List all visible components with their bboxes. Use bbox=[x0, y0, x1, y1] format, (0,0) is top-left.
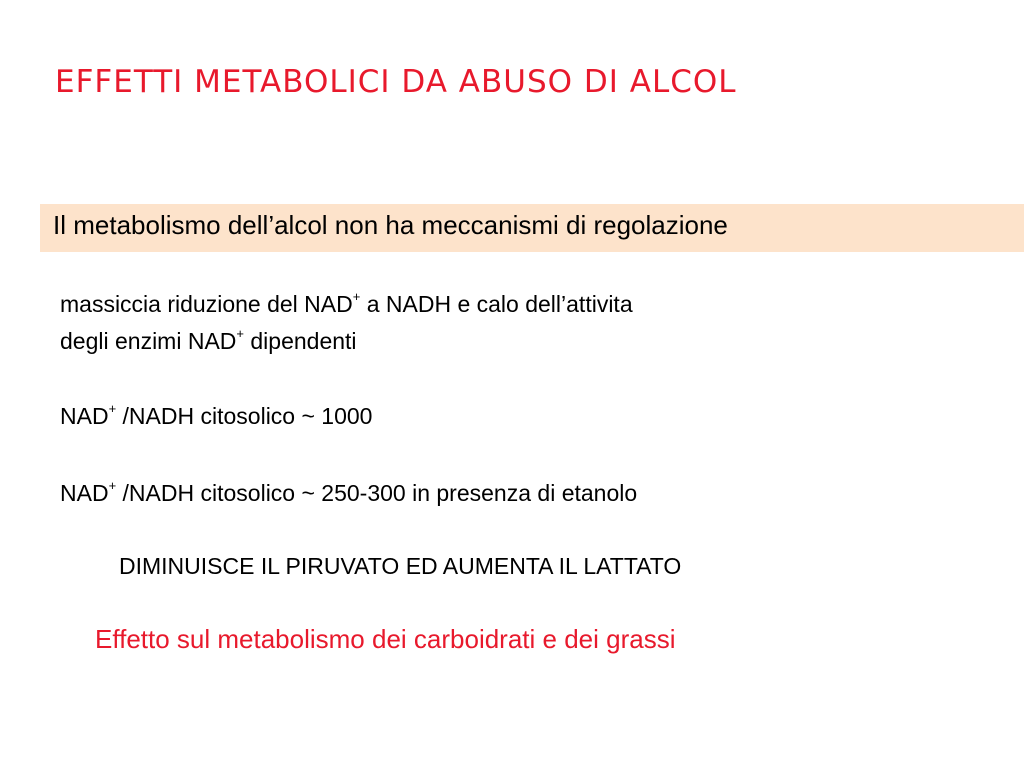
body-line-ratio-normal bbox=[60, 403, 372, 430]
superscript-plus: + bbox=[236, 326, 244, 341]
text-part: /NADH citosolico ~ 1000 bbox=[116, 403, 373, 429]
body-line-nad-enzymes bbox=[60, 328, 357, 355]
body-line-ratio-ethanol bbox=[60, 480, 637, 507]
conclusion-line: DIMINUISCE IL PIRUVATO ED AUMENTA IL LATTATO bbox=[119, 553, 682, 579]
superscript-plus: + bbox=[108, 401, 117, 416]
text-part: degli enzimi NAD bbox=[60, 328, 237, 354]
text-part: dipendenti bbox=[244, 328, 357, 354]
text-part: massiccia riduzione del NAD bbox=[60, 291, 353, 317]
superscript-plus: + bbox=[108, 478, 117, 493]
text-part: NAD bbox=[60, 403, 109, 429]
text-part: a NADH e calo dell’attivita bbox=[360, 291, 633, 317]
body-line-nad-reduction bbox=[60, 291, 633, 318]
superscript-plus: + bbox=[352, 289, 361, 304]
effect-line: Effetto sul metabolismo dei carboidrati e dei grassi bbox=[95, 624, 676, 654]
text-part: NAD bbox=[60, 480, 109, 506]
slide-title: EFFETTI METABOLICI DA ABUSO DI ALCOL bbox=[55, 64, 737, 100]
text-part: /NADH citosolico ~ 250-300 in presenza di etanolo bbox=[116, 480, 638, 506]
slide-subtitle: Il metabolismo dell’alcol non ha meccanismi di regolazione bbox=[53, 210, 728, 240]
